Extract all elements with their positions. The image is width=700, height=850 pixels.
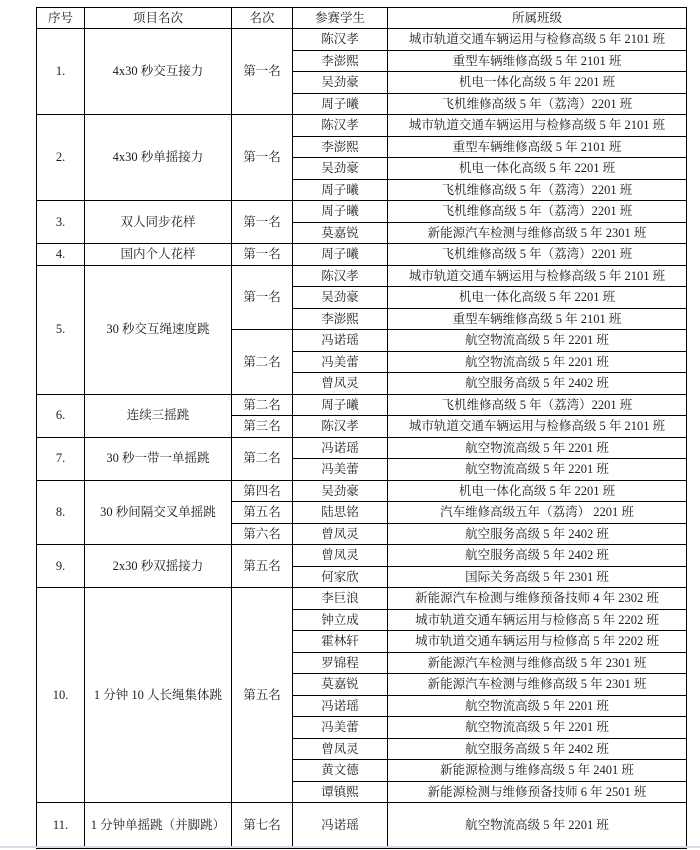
student-name-cell: 曾凤灵: [293, 545, 388, 567]
class-cell: 航空物流高级 5 年 2201 班: [388, 717, 687, 739]
student-name-cell: 黄文德: [293, 760, 388, 782]
project-name-cell: 1 分钟单摇跳（并脚跳）: [85, 803, 232, 849]
student-name-cell: 李澎熙: [293, 308, 388, 330]
student-name-cell: 周子曦: [293, 201, 388, 223]
class-cell: 飞机维修高级 5 年（荔湾）2201 班: [388, 201, 687, 223]
column-header-class: 所属班级: [388, 8, 687, 29]
student-name-cell: 吴劲豪: [293, 480, 388, 502]
student-name-cell: 罗锦程: [293, 652, 388, 674]
student-name-cell: 陈汉孝: [293, 29, 388, 51]
class-cell: 城市轨道交通车辆运用与检修高 5 年 2202 班: [388, 609, 687, 631]
student-name-cell: 周子曦: [293, 93, 388, 115]
project-name-cell: 30 秒交互绳速度跳: [85, 265, 232, 394]
student-name-cell: 周子曦: [293, 394, 388, 416]
class-cell: 航空物流高级 5 年 2201 班: [388, 695, 687, 717]
column-header-student: 参赛学生: [293, 8, 388, 29]
table-row: [37, 803, 687, 849]
project-no-cell: 1.: [37, 29, 85, 115]
student-name-cell: 冯美蕾: [293, 351, 388, 373]
class-cell: 城市轨道交通车辆运用与检修高级 5 年 2101 班: [388, 115, 687, 137]
table-row: [37, 545, 687, 567]
student-name-cell: 冯诺瑶: [293, 695, 388, 717]
project-no-cell: 6.: [37, 394, 85, 437]
student-name-cell: 冯诺瑶: [293, 803, 388, 849]
class-cell: 飞机维修高级 5 年（荔湾）2201 班: [388, 394, 687, 416]
class-cell: 新能源检测与维修预备技师 6 年 2501 班: [388, 781, 687, 803]
table-row: [37, 394, 687, 416]
column-header-rank: 名次: [232, 8, 293, 29]
project-name-cell: 1 分钟 10 人长绳集体跳: [85, 588, 232, 803]
table-row: [37, 588, 687, 610]
rank-cell: 第一名: [232, 244, 293, 266]
class-cell: 飞机维修高级 5 年（荔湾）2201 班: [388, 244, 687, 266]
project-no-cell: 11.: [37, 803, 85, 849]
student-name-cell: 陈汉孝: [293, 115, 388, 137]
class-cell: 重型车辆维修高级 5 年 2101 班: [388, 136, 687, 158]
rank-cell: 第二名: [232, 437, 293, 480]
class-cell: 航空服务高级 5 年 2402 班: [388, 545, 687, 567]
class-cell: 新能源检测与维修高级 5 年 2401 班: [388, 760, 687, 782]
rank-cell: 第五名: [232, 545, 293, 588]
project-no-cell: 10.: [37, 588, 85, 803]
rank-cell: 第七名: [232, 803, 293, 849]
student-name-cell: 李澎熙: [293, 50, 388, 72]
results-table-body: [37, 29, 687, 849]
rank-cell: 第六名: [232, 523, 293, 545]
class-cell: 航空物流高级 5 年 2201 班: [388, 459, 687, 481]
project-name-cell: 30 秒间隔交叉单摇跳: [85, 480, 232, 545]
class-cell: 机电一体化高级 5 年 2201 班: [388, 480, 687, 502]
class-cell: 新能源汽车检测与维修高级 5 年 2301 班: [388, 652, 687, 674]
student-name-cell: 吴劲豪: [293, 287, 388, 309]
project-no-cell: 4.: [37, 244, 85, 266]
student-name-cell: 霍林轩: [293, 631, 388, 653]
rank-cell: 第二名: [232, 394, 293, 416]
page-bottom-divider: [0, 846, 700, 848]
class-cell: 城市轨道交通车辆运用与检修高级 5 年 2101 班: [388, 416, 687, 438]
class-cell: 城市轨道交通车辆运用与检修高级 5 年 2101 班: [388, 265, 687, 287]
student-name-cell: 冯诺瑶: [293, 437, 388, 459]
student-name-cell: 钟立成: [293, 609, 388, 631]
column-header-no: 序号: [37, 8, 85, 29]
class-cell: 飞机维修高级 5 年（荔湾）2201 班: [388, 179, 687, 201]
class-cell: 航空物流高级 5 年 2201 班: [388, 351, 687, 373]
project-no-cell: 7.: [37, 437, 85, 480]
class-cell: 新能源汽车检测与维修高级 5 年 2301 班: [388, 674, 687, 696]
table-header-row: [37, 8, 687, 29]
rank-cell: 第一名: [232, 115, 293, 201]
table-row: [37, 480, 687, 502]
student-name-cell: 陈汉孝: [293, 265, 388, 287]
project-name-cell: 30 秒一带一单摇跳: [85, 437, 232, 480]
results-table: [36, 7, 687, 849]
table-row: [37, 265, 687, 287]
class-cell: 重型车辆维修高级 5 年 2101 班: [388, 50, 687, 72]
student-name-cell: 冯美蕾: [293, 717, 388, 739]
class-cell: 新能源汽车检测与维修预备技师 4 年 2302 班: [388, 588, 687, 610]
project-no-cell: 5.: [37, 265, 85, 394]
project-name-cell: 4x30 秒单摇接力: [85, 115, 232, 201]
student-name-cell: 冯诺瑶: [293, 330, 388, 352]
class-cell: 机电一体化高级 5 年 2201 班: [388, 158, 687, 180]
rank-cell: 第四名: [232, 480, 293, 502]
rank-cell: 第一名: [232, 29, 293, 115]
class-cell: 国际关务高级 5 年 2301 班: [388, 566, 687, 588]
project-no-cell: 2.: [37, 115, 85, 201]
class-cell: 城市轨道交通车辆运用与检修高 5 年 2202 班: [388, 631, 687, 653]
project-name-cell: 4x30 秒交互接力: [85, 29, 232, 115]
project-no-cell: 8.: [37, 480, 85, 545]
class-cell: 新能源汽车检测与维修高级 5 年 2301 班: [388, 222, 687, 244]
student-name-cell: 周子曦: [293, 244, 388, 266]
student-name-cell: 谭镇熙: [293, 781, 388, 803]
table-row: [37, 29, 687, 51]
rank-cell: 第二名: [232, 330, 293, 395]
project-name-cell: 2x30 秒双摇接力: [85, 545, 232, 588]
class-cell: 航空服务高级 5 年 2402 班: [388, 523, 687, 545]
rank-cell: 第一名: [232, 265, 293, 330]
rank-cell: 第一名: [232, 201, 293, 244]
student-name-cell: 李澎熙: [293, 136, 388, 158]
student-name-cell: 莫嘉锐: [293, 674, 388, 696]
class-cell: 城市轨道交通车辆运用与检修高级 5 年 2101 班: [388, 29, 687, 51]
table-row: [37, 201, 687, 223]
class-cell: 机电一体化高级 5 年 2201 班: [388, 72, 687, 94]
class-cell: 航空物流高级 5 年 2201 班: [388, 330, 687, 352]
rank-cell: 第三名: [232, 416, 293, 438]
class-cell: 航空物流高级 5 年 2201 班: [388, 803, 687, 849]
rank-cell: 第五名: [232, 588, 293, 803]
class-cell: 机电一体化高级 5 年 2201 班: [388, 287, 687, 309]
student-name-cell: 曾凤灵: [293, 738, 388, 760]
class-cell: 汽车维修高级五年（荔湾） 2201 班: [388, 502, 687, 524]
student-name-cell: 吴劲豪: [293, 158, 388, 180]
student-name-cell: 莫嘉锐: [293, 222, 388, 244]
student-name-cell: 吴劲豪: [293, 72, 388, 94]
project-no-cell: 9.: [37, 545, 85, 588]
project-name-cell: 双人同步花样: [85, 201, 232, 244]
student-name-cell: 周子曦: [293, 179, 388, 201]
class-cell: 航空物流高级 5 年 2201 班: [388, 437, 687, 459]
project-no-cell: 3.: [37, 201, 85, 244]
table-row: [37, 115, 687, 137]
class-cell: 重型车辆维修高级 5 年 2101 班: [388, 308, 687, 330]
rank-cell: 第五名: [232, 502, 293, 524]
project-name-cell: 国内个人花样: [85, 244, 232, 266]
project-name-cell: 连续三摇跳: [85, 394, 232, 437]
student-name-cell: 曾凤灵: [293, 373, 388, 395]
column-header-project: 项目名次: [85, 8, 232, 29]
student-name-cell: 何家欣: [293, 566, 388, 588]
student-name-cell: 冯美蕾: [293, 459, 388, 481]
student-name-cell: 曾凤灵: [293, 523, 388, 545]
student-name-cell: 陈汉孝: [293, 416, 388, 438]
class-cell: 航空服务高级 5 年 2402 班: [388, 738, 687, 760]
student-name-cell: 陆思铭: [293, 502, 388, 524]
student-name-cell: 李巨浪: [293, 588, 388, 610]
table-row: [37, 437, 687, 459]
table-row: [37, 244, 687, 266]
class-cell: 飞机维修高级 5 年（荔湾）2201 班: [388, 93, 687, 115]
class-cell: 航空服务高级 5 年 2402 班: [388, 373, 687, 395]
